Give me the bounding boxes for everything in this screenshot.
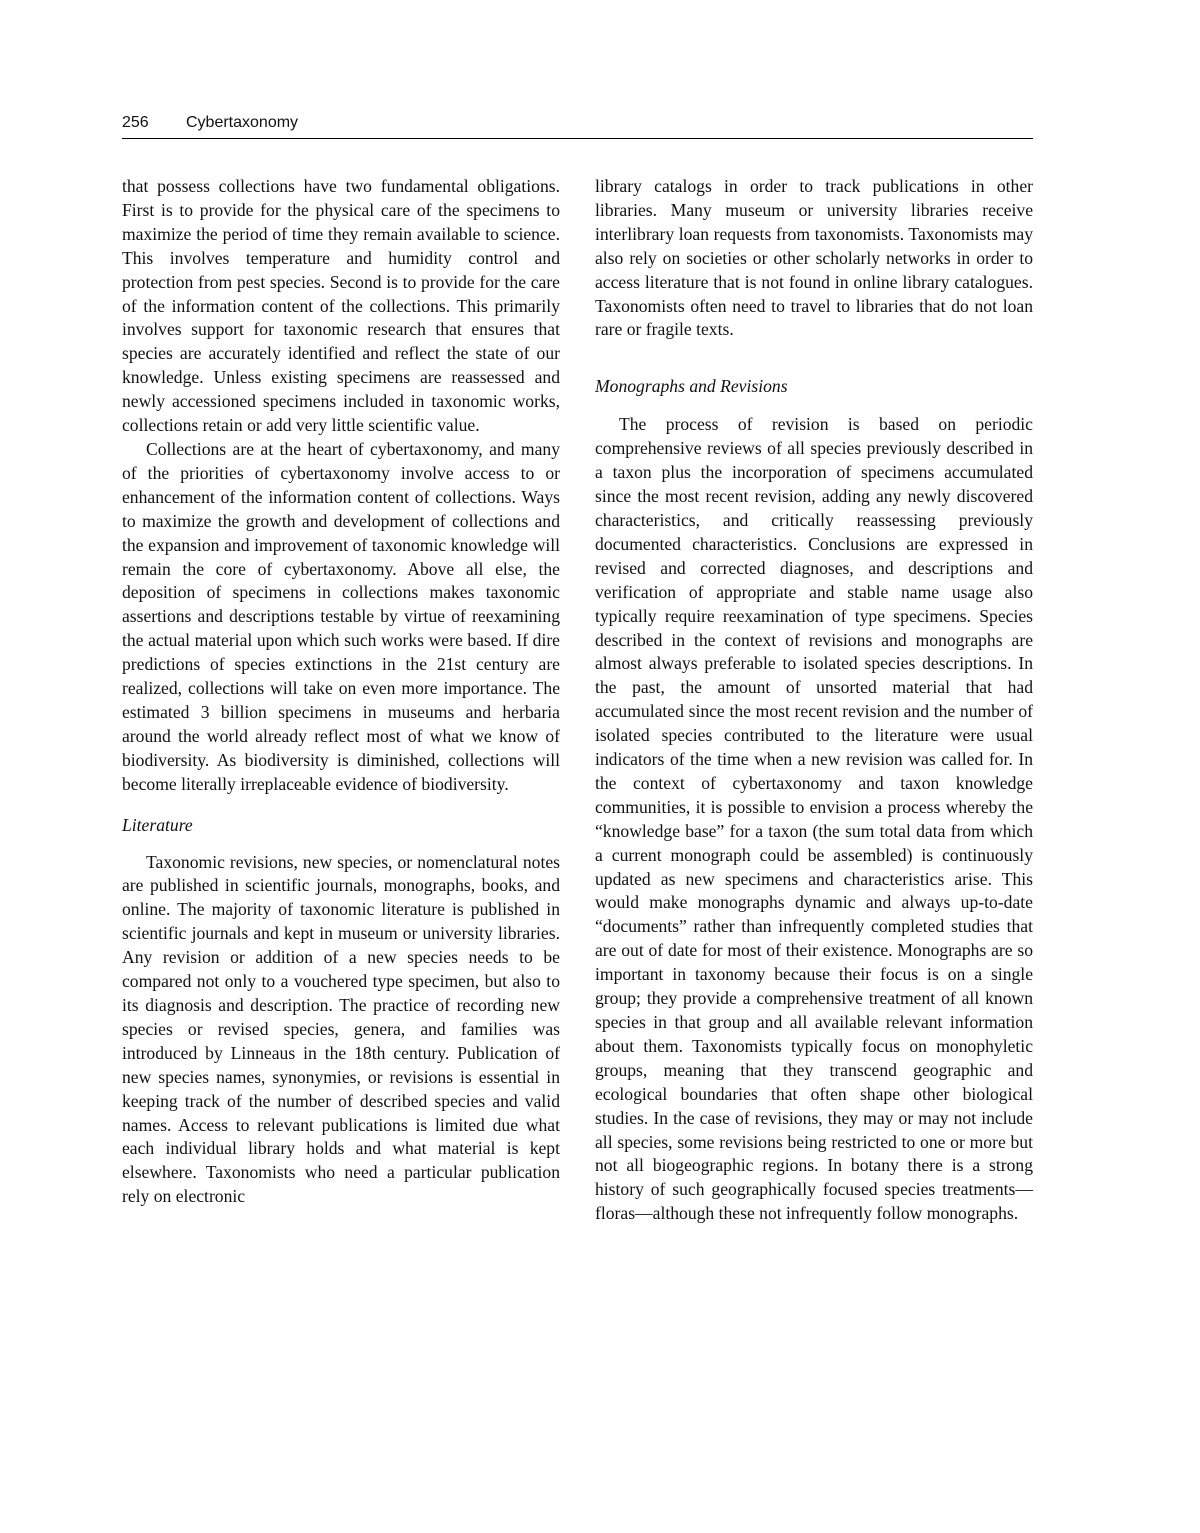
section-heading-literature: Literature — [122, 814, 193, 835]
running-title: Cybertaxonomy — [186, 114, 299, 131]
right-column — [595, 175, 1033, 1226]
paragraph-revision-process: The process of revision is based on periodic comprehensive reviews of all species previously described in a taxon plus the incorporation of specimens accumulated since the most recent revision, adding any newly discovered characteristics, and critically reassessing previously documented characteristics. Conclusions are expressed in revised and corrected diagnoses, and descriptions and verification of appropriate and stable name usage also typically require reexamination of type specimens. Species described in the context of revisions and monographs are almost always preferable to isolated species descriptions. In the past, the amount of unsorted material that had accumulated since the most recent revision and the number of isolated species contributed to the literature were usual indicators of the time when a new revision was called for. In the context of cybertaxonomy and taxon knowledge communities, it is possible to envision a process whereby the “knowledge base” for a taxon (the sum total data from which a current monograph could be assembled) is continuously updated as new specimens and characteristics arise. This would make monographs dynamic and always up-to-date “documents” rather than infrequently completed studies that are out of date for most of their existence. Monographs are so important in taxonomy because their focus is on a single group; they provide a comprehensive treatment of all known species in that group and all available relevant information about them. Taxonomists typically focus on monophyletic groups, meaning that they transcend geographic and ecological boundaries that often shape other biological studies. In the case of revisions, they may or may not include all species, some revisions being restricted to one or more but not all biogeographic regions. In botany there is a strong history of such geographically focused species treatments—floras—although these not infrequently follow monographs. — [595, 414, 1033, 1224]
page-number: 256 — [122, 114, 149, 131]
left-column — [122, 175, 560, 1209]
paragraph-collections-heart: Collections are at the heart of cybertaxonomy, and many of the priorities of cybertaxonomy involve access to or enhancement of the information content of collections. Ways to maximize the growth and development of collections and the expansion and improvement of taxonomic knowledge will remain the core of cybertaxonomy. Above all else, the deposition of specimens in collections makes taxonomic assertions and descriptions testable by virtue of reexamining the actual material upon which such works were based. If dire predictions of species extinctions in the 21st century are realized, collections will take on even more importance. The estimated 3 billion specimens in museums and herbaria around the world already reflect most of what we know of biodiversity. As biodiversity is diminished, collections will become literally irreplaceable evidence of biodiversity. — [122, 438, 560, 794]
paragraph-literature: Taxonomic revisions, new species, or nomenclatural notes are published in scientific journals, monographs, books, and online. The majority of taxonomic literature is published in scientific journals and kept in museum or university libraries. Any revision or addition of a new species needs to be compared not only to a vouchered type specimen, but also to its diagnosis and description. The practice of recording new species or revised species, genera, and families was introduced by Linneaus in the 18th century. Publication of new species names, synonymies, or revisions is essential in keeping track of the number of described species and valid names. Access to relevant publications is limited due what each individual library holds and what material is kept elsewhere. Taxonomists who need a particular publication rely on electronic — [122, 851, 560, 1207]
running-head — [122, 114, 1033, 138]
paragraph-collections-obligations: that possess collections have two fundamental obligations. First is to provide for the physical care of the specimens to maximize the period of time they remain available to science. This involves temperature and humidity control and protection from pest species. Second is to provide for the care of the information content of the collections. This primarily involves support for taxonomic research that ensures that species are accurately identified and reflect the state of our knowledge. Unless existing specimens are reassessed and newly accessioned specimens included in taxonomic works, collections retain or add very little scientific value. — [122, 176, 560, 436]
paragraph-library-catalogs: library catalogs in order to track publications in other libraries. Many museum or university libraries receive interlibrary loan requests from taxonomists. Taxonomists may also rely on societies or other scholarly networks in order to access literature that is not found in online library catalogues. Taxonomists often need to travel to libraries that do not loan rare or fragile texts. — [595, 176, 1033, 340]
section-heading-monographs: Monographs and Revisions — [595, 376, 788, 397]
header-rule — [122, 138, 1033, 139]
